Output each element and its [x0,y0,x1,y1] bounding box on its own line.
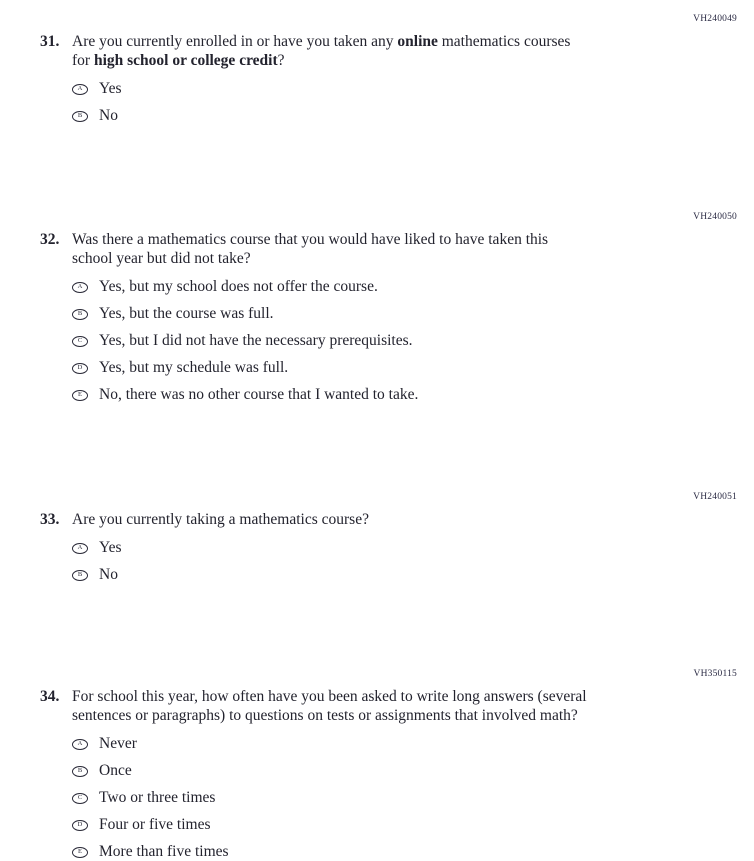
answer-bubble-C[interactable] [72,793,88,804]
prompt-segment: high school or college credit [93,52,278,69]
question-text [72,510,369,529]
item-code-row [40,490,737,500]
prompt-segment: Are you currently enrolled in or have you taken any [72,33,398,50]
options-list [72,80,737,125]
prompt-segment: mathematics courses [437,33,571,50]
prompt-segment: for [72,52,94,69]
question-row [40,230,737,268]
option-label: Once [99,762,132,779]
question-text-line [72,51,570,70]
option-row [72,359,737,377]
answer-bubble-B[interactable] [72,309,88,320]
item-code: VH350115 [693,669,737,679]
bubble-letter: C [77,793,83,801]
question-number: 33. [40,511,60,528]
options-list [72,278,737,404]
bubble-letter: E [78,390,82,398]
answer-bubble-E[interactable] [72,390,88,401]
option-row [72,386,737,404]
option-row [72,80,737,98]
prompt-segment: school year but did not take? [72,250,251,267]
question-block-32 [40,210,737,404]
question-text [72,230,548,268]
answer-bubble-C[interactable] [72,336,88,347]
answer-bubble-B[interactable] [72,766,88,777]
option-row [72,816,737,834]
question-text [72,687,587,725]
question-text [72,32,570,70]
bubble-letter: B [77,570,83,578]
bubble-letter: B [77,766,83,774]
item-code: VH240051 [693,492,737,502]
prompt-segment: Was there a mathematics course that you would have liked to have taken this [72,231,549,248]
option-row [72,107,737,125]
question-row [40,687,737,725]
question-text-line [72,687,587,706]
prompt-segment: ? [277,52,285,69]
options-list [72,735,737,861]
option-row [72,789,737,807]
answer-bubble-D[interactable] [72,363,88,374]
option-label: Yes [99,80,122,97]
bubble-letter: C [77,336,83,344]
question-text-line [72,32,570,51]
bubble-letter: D [77,820,83,828]
question-text-line [72,510,369,529]
option-row [72,305,737,323]
option-row [72,843,737,861]
item-code-row [40,12,737,22]
answer-bubble-E[interactable] [72,847,88,858]
option-row [72,566,737,584]
option-label: No, there was no other course that I wanted to take. [99,386,419,403]
answer-bubble-A[interactable] [72,543,88,554]
prompt-segment: sentences or paragraphs) to questions on tests or assignments that involved math? [72,707,578,724]
option-row [72,278,737,296]
question-text-line [72,230,548,249]
question-row [40,510,737,529]
bubble-letter: A [77,84,83,92]
option-row [72,735,737,753]
question-block-34 [40,667,737,861]
option-label: Never [99,735,137,752]
bubble-letter: B [77,309,83,317]
question-number: 32. [40,231,60,248]
option-label: Two or three times [99,789,216,806]
answer-bubble-A[interactable] [72,84,88,95]
options-list [72,539,737,584]
option-label: No [99,566,118,583]
prompt-segment: online [397,33,438,50]
option-label: Yes [99,539,122,556]
question-row [40,32,737,70]
option-row [72,332,737,350]
bubble-letter: E [78,847,82,855]
bubble-letter: B [77,111,83,119]
bubble-letter: D [77,363,83,371]
answer-bubble-B[interactable] [72,111,88,122]
option-label: Yes, but my schedule was full. [99,359,289,376]
question-block-33 [40,490,737,584]
option-row [72,762,737,780]
answer-bubble-D[interactable] [72,820,88,831]
item-code: VH240050 [693,212,737,222]
item-code-row [40,210,737,220]
question-text-line [72,706,587,725]
option-label: Yes, but the course was full. [99,305,274,322]
option-label: Four or five times [99,816,211,833]
answer-bubble-A[interactable] [72,282,88,293]
item-code: VH240049 [693,14,737,24]
bubble-letter: A [77,282,83,290]
prompt-segment: Are you currently taking a mathematics course? [72,511,369,528]
bubble-letter: A [77,543,83,551]
question-text-line [72,249,548,268]
item-code-row [40,667,737,677]
option-label: Yes, but my school does not offer the course. [99,278,378,295]
option-row [72,539,737,557]
bubble-letter: A [77,739,83,747]
answer-bubble-A[interactable] [72,739,88,750]
question-number: 31. [40,33,60,50]
answer-bubble-B[interactable] [72,570,88,581]
option-label: Yes, but I did not have the necessary prerequisites. [99,332,413,349]
question-block-31 [40,12,737,125]
option-label: No [99,107,118,124]
option-label: More than five times [99,843,229,860]
prompt-segment: For school this year, how often have you been asked to write long answers (several [72,688,587,705]
question-number: 34. [40,688,60,705]
